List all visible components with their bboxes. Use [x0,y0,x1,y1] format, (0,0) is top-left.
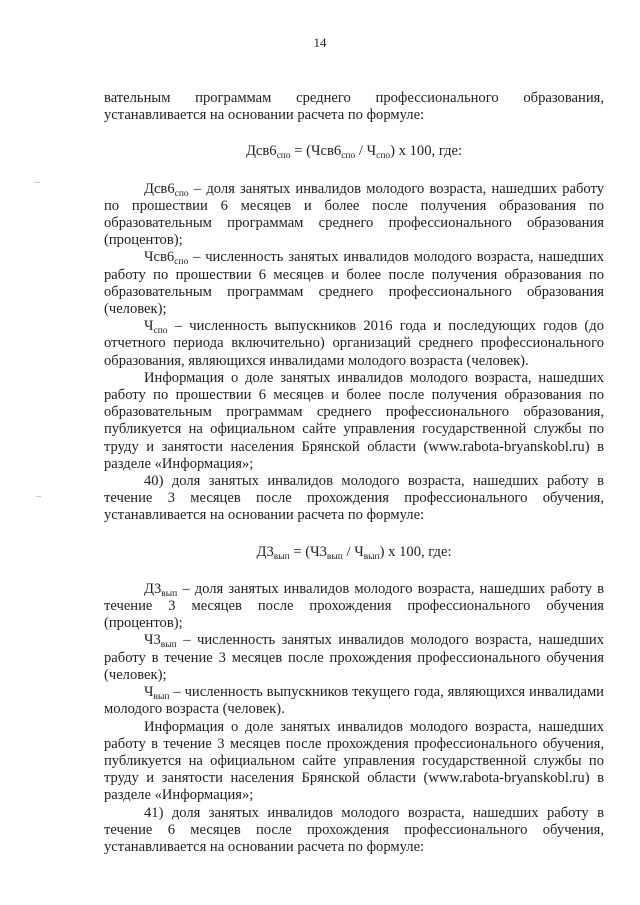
definition-1 [104,181,604,250]
definition-text: – доля занятых инвалидов молодого возраста, нашедших работу в течение 3 месяцев после прохождения профессионального обучения (процентов); [104,580,604,632]
scan-mark [34,182,40,183]
definition-text: – численность выпускников 2016 года и последующих годов (до отчетного периода включительно) организаций среднего профессионального образования, являющихся инвалидами молодого возраста (человек). [104,318,604,369]
formula-subscript: вып [273,551,290,562]
definition-3 [104,318,604,370]
symbol: Ч [144,318,154,335]
formula-term: ) х 100, где: [379,543,452,560]
definition-text: – численность занятых инвалидов молодого возраста, нашедших работу по прошествии 6 месяцев и более после получения образования по образовательным программам среднего профессионального образования (человек); [104,249,604,318]
formula-subscript: вып [326,551,343,562]
scan-mark [36,496,41,497]
symbol-subscript: спо [153,326,168,337]
definition-text: – доля занятых инвалидов молодого возраста, нашедших работу по прошествии 6 месяцев и более после получения образования по образовательным программам среднего профессионального образования (процентов); [104,180,604,249]
formula-subscript: спо [341,151,356,162]
symbol: Ч [144,684,154,701]
paragraph-intro: вательным программам среднего профессионального образования, устанавливается на основании расчета по формуле: [104,90,604,124]
formula-term: Д3 [256,543,274,560]
definition-text: – численность занятых инвалидов молодого возраста, нашедших работу в течение 3 месяцев после прохождения профессионального обучения (человек); [104,632,604,683]
symbol-subscript: вып [160,640,177,651]
definition-5 [104,632,604,684]
definition-2 [104,249,604,318]
formula-term: = (Чсв6 [290,143,342,160]
definition-4 [104,581,604,633]
formula-subscript: спо [376,151,391,162]
symbol: Ч3 [144,632,161,649]
symbol: Дсв6 [144,180,175,197]
formula-term: / Ч [355,143,377,160]
formula-term: / Ч [342,543,364,560]
formula-1 [104,143,604,160]
formula-subscript: спо [276,151,291,162]
symbol-subscript: спо [174,188,189,199]
symbol: Д3 [144,580,162,597]
paragraph-item-41: 41) доля занятых инвалидов молодого возраста, нашедших работу в течение 6 месяцев после прохождения профессионального обучения, устанавливается на основании расчета по формуле: [104,804,604,855]
definition-6 [104,684,604,718]
formula-term: = (Ч3 [289,543,327,560]
definition-text: – численность выпускников текущего года, являющихся инвалидами молодого возраста (человек). [104,684,604,718]
paragraph-info-1: Информация о доле занятых инвалидов молодого возраста, нашедших работу по прошествии 6 месяцев и более после получения образования по образовательным программам среднего профессионального образования, публикуется на официальном сайте управления государственной службы по труду и занятости населения Брянской области (www.rabota-bryanskobl.ru) в разделе «Информация»; [104,369,604,472]
body-text [104,90,604,856]
page-number: 14 [313,35,327,50]
formula-subscript: вып [363,551,380,562]
symbol-subscript: спо [174,257,189,268]
symbol-subscript: вып [161,588,178,599]
paragraph-item-40: 40) доля занятых инвалидов молодого возраста, нашедших работу в течение 3 месяцев после прохождения профессионального обучения, устанавливается на основании расчета по формуле: [104,473,604,524]
formula-term: ) х 100, где: [390,143,463,160]
symbol-subscript: вып [153,692,170,703]
formula-2 [104,544,604,561]
symbol: Чсв6 [144,249,175,266]
paragraph-info-2: Информация о доле занятых инвалидов молодого возраста, нашедших работу в течение 3 месяцев после прохождения профессионального обучения, публикуется на официальном сайте управления государственной службы по труду и занятости населения Брянской области (www.rabota-bryanskobl.ru) в разделе «Информация»; [104,718,604,804]
formula-term: Дсв6 [245,143,277,160]
